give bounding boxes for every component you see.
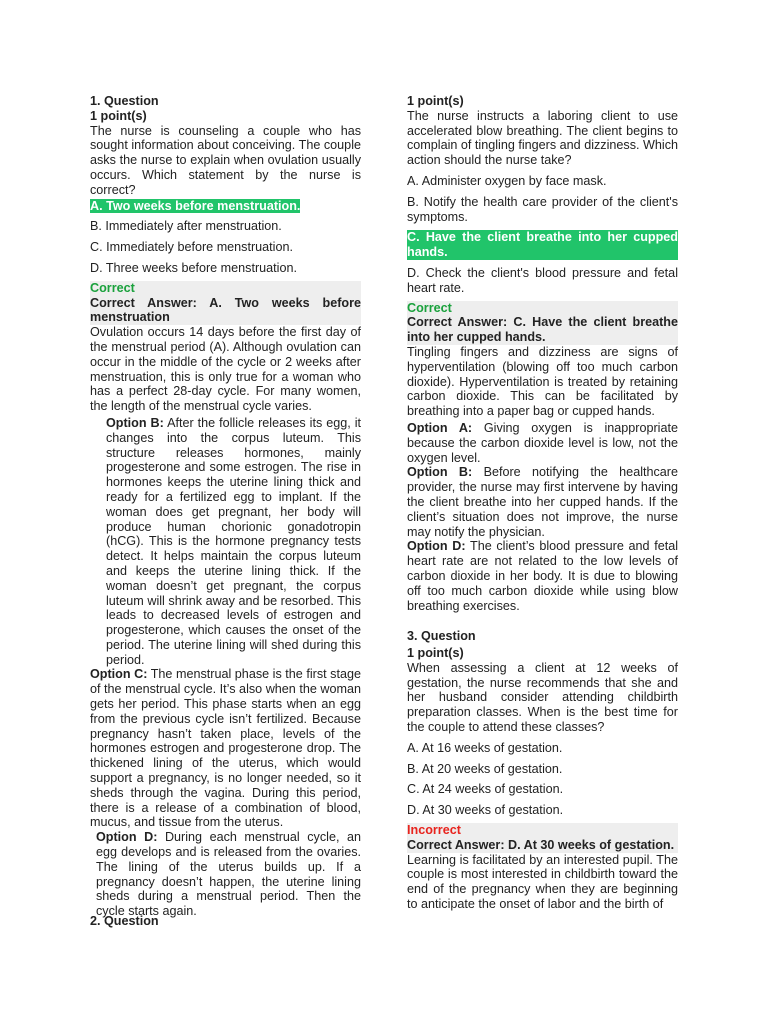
feedback-box [407,823,678,853]
answer-option[interactable]: A. At 16 weeks of gestation. [407,740,563,755]
option-d-rationale: Option D: During each menstrual cycle, an egg develops and is released from the ovaries. The lining of the uterus builds up. If a pregnancy doesn’t happen, the uterine lining sheds during a menstrual period. Then the cycle starts again. [96,830,361,919]
correct-answer: Correct Answer: C. Have the client breathe into her cupped hands. [407,315,678,345]
feedback-box [90,281,361,325]
option-b-rationale: Option B: After the follicle releases its egg, it changes into the corpus luteum. This structure releases hormones, mainly progesterone and some estrogen. The rise in hormones keeps the uterine lining thick and ready for a fertilized egg to implant. If the woman does get pregnant, her body will produce human chorionic gonadotropin (hCG). This is the hormone pregnancy tests detect. It helps maintain the corpus luteum and keeps the uterine lining thick. If the woman doesn’t get pregnant, the corpus luteum will shrink away and be resorbed. This leads to decreased levels of estrogen and progesterone, which causes the onset of the period. The uterine lining will shed during this period. [106,415,361,667]
question-2-and-3 [407,94,678,912]
answer-option-selected[interactable]: C. Have the client breathe into her cupped hands. [407,230,678,260]
option-b-rationale: Option B: Before notifying the healthcare provider, the nurse may first intervene by having the client breathe into her cupped hands. If the client’s situation does not improve, the nurse may notify the physician. [407,465,678,539]
question-points: 1 point(s) [407,646,464,661]
explanation: Learning is facilitated by an interested pupil. The couple is most interested in childbirth toward the end of the pregnancy when they are beginning to anticipate the onset of labor and the birth of [407,852,678,912]
option-a-rationale: Option A: Giving oxygen is inappropriate because the carbon dioxide level is low, not the oxygen level. [407,420,678,465]
status-label: Correct [90,280,135,295]
answer-option[interactable]: D. Three weeks before menstruation. [90,260,297,275]
answer-option[interactable]: A. Administer oxygen by face mask. [407,173,607,188]
answer-option[interactable]: D. At 30 weeks of gestation. [407,803,564,818]
option-d-rationale: Option D: The client’s blood pressure and fetal heart rate are not related to the low levels of carbon dioxide in her body. It is due to blowing off too much carbon dioxide while using blow breathing exercises. [407,539,678,613]
question-stem: When assessing a client at 12 weeks of gestation, the nurse recommends that she and her husband consider attending childbirth preparation classes. When is the best time for the couple to attend these classes? [407,660,678,735]
correct-answer: Correct Answer: D. At 30 weeks of gestation. [407,837,675,852]
question-stem: The nurse instructs a laboring client to use accelerated blow breathing. The client begins to complain of tingling fingers and dizziness. Which action should the nurse take? [407,108,678,168]
answer-option[interactable]: B. At 20 weeks of gestation. [407,761,563,776]
answer-option-selected[interactable]: A. Two weeks before menstruation. [90,198,301,213]
option-c-rationale: Option C: The menstrual phase is the first stage of the menstrual cycle. It’s also when the woman gets her period. This phase starts when an egg from the previous cycle isn’t fertilized. Because pregnancy hasn’t taken place, levels of the hormones estrogen and progesterone drop. The thickened lining of the uterus, which would support a pregnancy, is no longer needed, so it sheds through the vagina. During this period, there is a release of a combination of blood, mucus, and tissue from the uterus. [90,667,361,830]
question-number: 1. Question [90,94,159,108]
explanation: Ovulation occurs 14 days before the first day of the menstrual period (A). Although ovulation can occur in the middle of the cycle or 2 weeks after menstruation, this is only true for a woman who has a perfect 28-day cycle. For many women, the length of the menstrual cycle varies. [90,325,361,414]
status-label: Correct [407,300,452,315]
answer-option[interactable]: D. Check the client's blood pressure and fetal heart rate. [407,265,678,295]
question-number: 3. Question [407,629,476,644]
answer-option[interactable]: B. Immediately after menstruation. [90,219,282,234]
question-stem: The nurse is counseling a couple who has sought information about conceiving. The couple asks the nurse to explain when ovulation usually occurs. Which statement by the nurse is correct? [90,123,361,197]
status-label: Incorrect [407,823,461,838]
question-points: 1 point(s) [90,108,147,123]
question-points: 1 point(s) [407,94,464,108]
explanation: Tingling fingers and dizziness are signs of hyperventilation (blowing off too much carbon dioxide). Hyperventilation is treated by retaining carbon dioxide. This can be facilitated by breathing into a paper bag or cupped hands. [407,344,678,419]
question-2-number: 2. Question [90,914,159,928]
answer-option[interactable]: C. At 24 weeks of gestation. [407,782,564,797]
answer-option[interactable]: B. Notify the health care provider of the client's symptoms. [407,194,678,224]
correct-answer: Correct Answer: A. Two weeks before menstruation [90,295,361,325]
answer-option[interactable]: C. Immediately before menstruation. [90,240,293,255]
question-1 [90,94,361,919]
feedback-box [407,301,678,345]
